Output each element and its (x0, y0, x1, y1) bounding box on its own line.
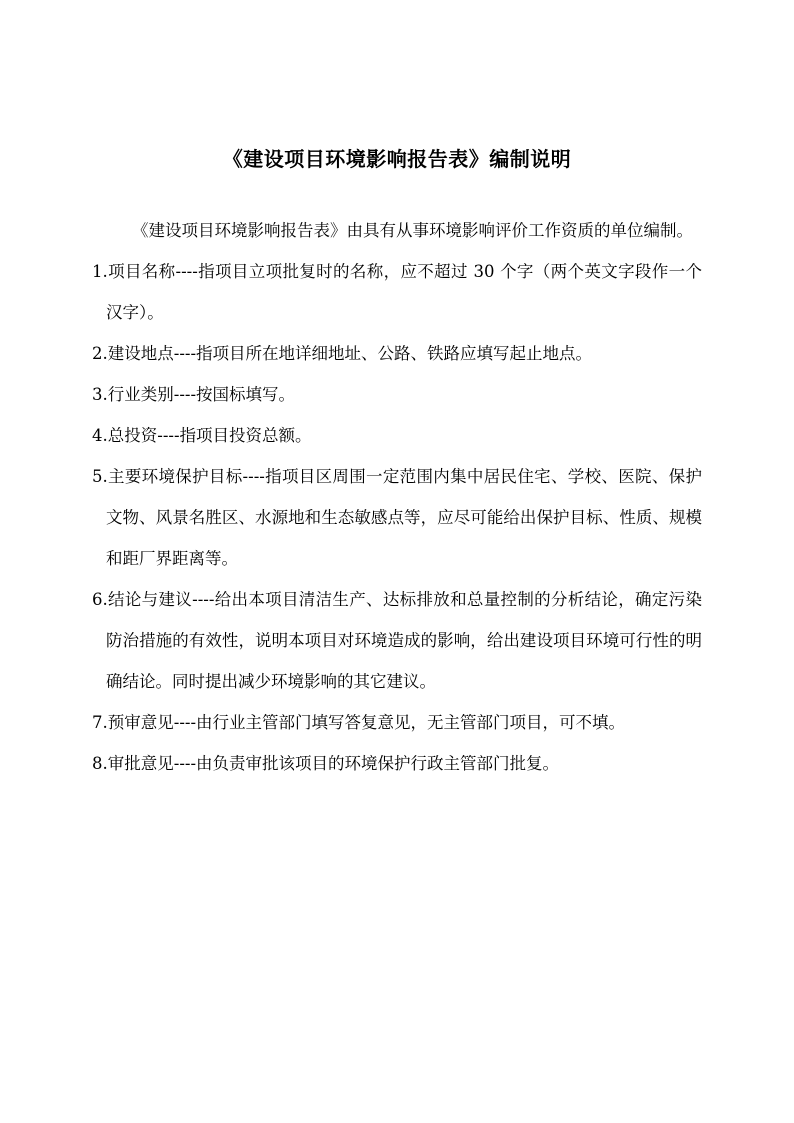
list-item-total-investment: 4.总投资----指项目投资总额。 (92, 426, 312, 445)
list-item-protection-targets: 5.主要环境保护目标----指项目区周围一定范围内集中居民住宅、学校、医院、保护文物、风景名胜区、水源地和生态敏感点等，应尽可能给出保护目标、性质、规模和距厂界距离等。 (92, 467, 702, 568)
document-body (92, 210, 702, 784)
list-item-industry-category: 3.行业类别----按国标填写。 (92, 385, 296, 404)
list-item-construction-site: 2.建设地点----指项目所在地详细地址、公路、铁路应填写起止地点。 (92, 344, 593, 363)
list-item-conclusions: 6.结论与建议----给出本项目清洁生产、达标排放和总量控制的分析结论，确定污染防治措施的有效性，说明本项目对环境造成的影响，给出建设项目环境可行性的明确结论。同时提出减少环境影响的其它建议。 (92, 590, 702, 691)
page-title: 《建设项目环境影响报告表》编制说明 (222, 147, 572, 171)
list-item-approval-opinion: 8.审批意见----由负责审批该项目的环境保护行政主管部门批复。 (92, 754, 560, 773)
intro-paragraph: 《建设项目环境影响报告表》由具有从事环境影响评价工作资质的单位编制。 (132, 221, 693, 240)
list-item-preliminary-review: 7.预审意见----由行业主管部门填写答复意见，无主管部门项目，可不填。 (92, 713, 626, 732)
list-item-project-name: 1.项目名称----指项目立项批复时的名称，应不超过 30 个字（两个英文字段作一个汉字）。 (92, 262, 702, 322)
